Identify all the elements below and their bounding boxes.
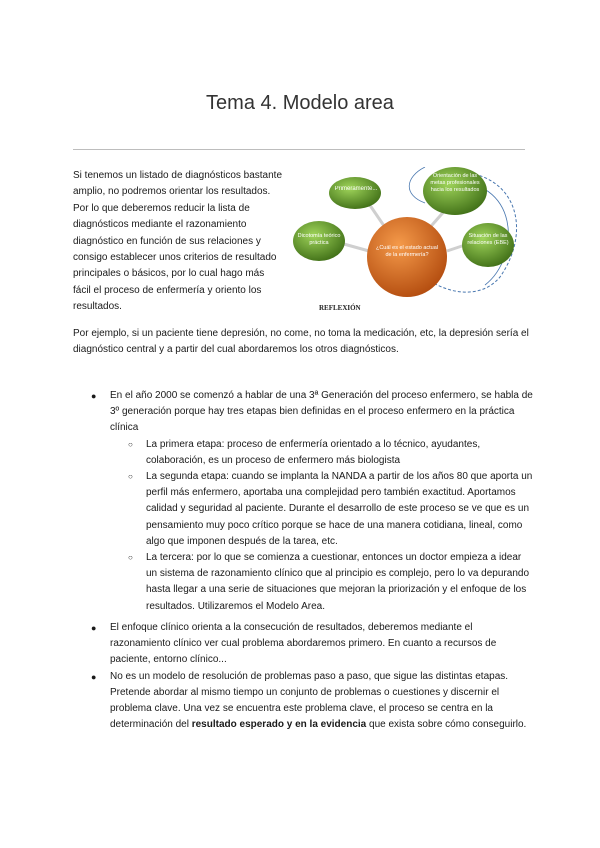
intro-paragraph: Si tenemos un listado de diagnósticos bastante amplio, no podremos orientar los resultados. Por lo que deberemos reducir la lista de diagnósticos mediante el razonamiento diagnóstico en función de sus relaciones y consigo establecer unos criterios de resultado principales o básicos, por lo cual hago más fácil el proceso de enfermería y oriento los resultados. [73,170,283,313]
sub-item-text: La tercera: por lo que se comienza a cuestionar, entonces un doctor empieza a idear un sistema de razonamiento clínico que al principio es complejo, pero lo va depurando hasta llegar a una serie de situaciones que mejoran la priorización y el enfoque de los resultados. Utilizaremos el Modelo Area. [146,552,530,612]
sub-list-item [110,437,533,469]
list-item [73,388,533,615]
swirl-line [409,167,425,203]
node-center-label: ¿Cuál es el estado actual de la enfermería? [375,245,439,258]
node-left-label: Dicotomía teórico práctica [297,233,341,246]
bullet-dot: ● [91,671,97,682]
list-item-text: En el año 2000 se comenzó a hablar de una 3ª Generación del proceso enfermero, se habla de 3º generación porque hay tres etapas bien definidas en el proceso enfermero en la práctica clínica [110,390,533,434]
sub-list-item [110,469,533,550]
reflexion-diagram [285,167,525,317]
list-item [73,620,533,669]
list-item [73,669,533,734]
node-right-label: Situación de las relaciones (EBE) [467,233,509,246]
list-item-text: El enfoque clínico orienta a la consecución de resultados, deberemos mediante el razonamiento clínico ver cual problema abordaremos primero. En cuanto a recursos de paciente, entorno clínico... [110,622,497,666]
sub-bullet-ring: ○ [128,439,133,449]
sub-bullet-ring: ○ [128,472,133,482]
list-item-text-after: que exista sobre cómo conseguirlo. [366,719,527,731]
sub-item-text: La primera etapa: proceso de enfermería orientado a lo técnico, ayudantes, colaboración, es un proceso de enfermero más biologista [146,438,481,466]
sub-item-text: La segunda etapa: cuando se implanta la NANDA a partir de los años 80 que aporta un perfil más enfermero, aportaba una complejidad pero también exactitud. Aportamos calidad y seguridad al paciente. Durante el desarrollo de este proceso se ve que es un pensamiento muy poco crítico porque se hace de una manera cotidiana, lineal, como algo que imponen después de la tarea, etc. [146,471,533,547]
list-item-text-bold: resultado esperado y en la evidencia [191,719,367,731]
list-item-text-before: No es un modelo de resolución de problemas paso a paso, que sigue las distintas etapas. Pretende abordar al mismo tiempo un conjunto de problemas o cuestiones y discernir el problema clave. Una vez se encuentra este problema clave, el proceso se centra en la determinación del [110,670,509,731]
bullet-dot: ● [91,391,97,401]
bullet-list-generations [73,388,533,615]
example-paragraph: Por ejemplo, si un paciente tiene depresión, no come, no toma la medicación, etc, la depresión sería el diagnóstico central y a partir del cual abordaremos los otros diagnósticos. [73,328,529,356]
sub-list-item [110,550,533,615]
sub-bullet-ring: ○ [128,553,133,563]
reflexion-diagram-svg [285,167,525,317]
bullet-list-clinical [73,620,533,733]
page-title: Tema 4. Modelo area [206,92,394,114]
title-divider [73,149,525,150]
figure-caption: REFLEXIÓN [319,304,361,312]
node-top-right-label: Orientación de las metas profesionales hacia los resultados [430,173,480,193]
node-top-label: Primeramente... [334,186,378,192]
bullet-dot: ● [91,623,97,633]
